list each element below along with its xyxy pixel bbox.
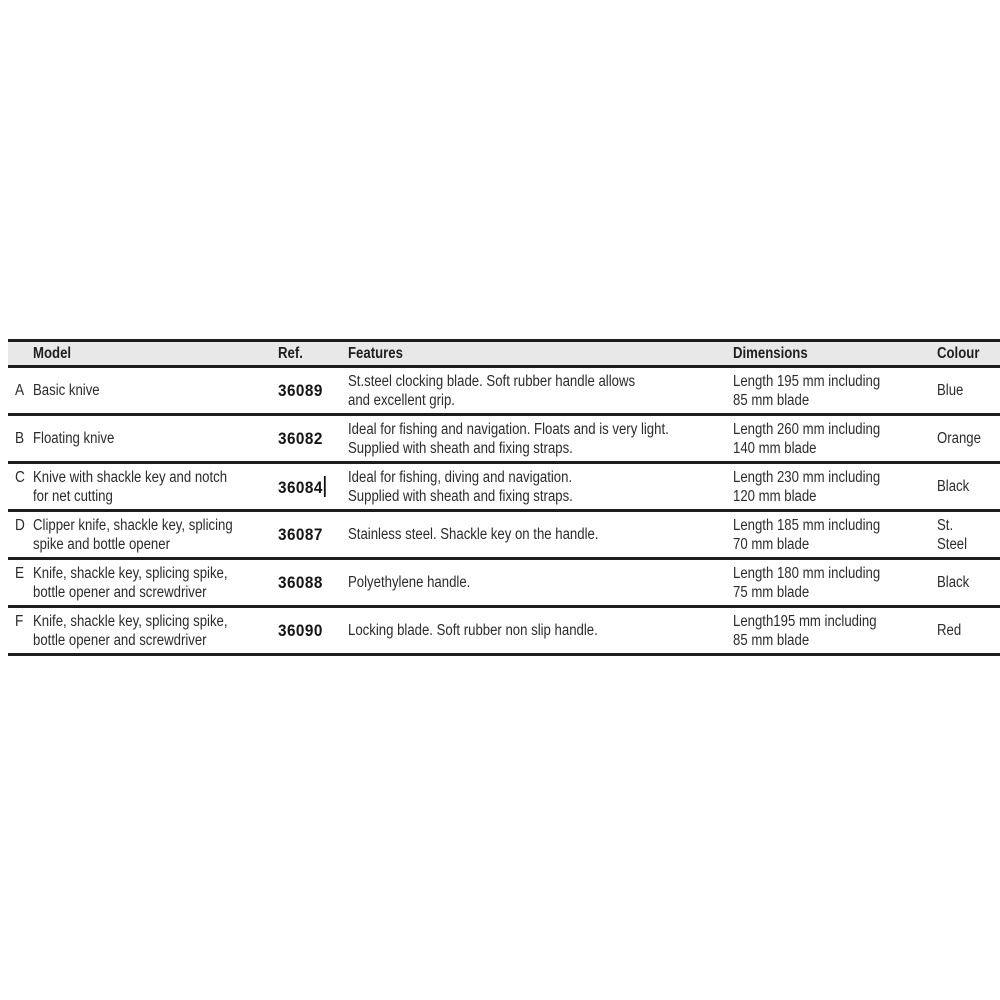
header-label-model: Model: [33, 344, 72, 362]
ref-value: 36087: [278, 524, 323, 544]
model-name-line: Floating knive: [33, 430, 115, 447]
model-letter: D: [15, 516, 25, 534]
colour-line: Orange: [937, 430, 981, 447]
dimensions-cell: [733, 464, 937, 509]
features-cell: [348, 464, 733, 509]
dimensions-line: Length195 mm including: [733, 612, 877, 630]
colour-cell: [937, 416, 1000, 461]
colour-cell: [937, 464, 1000, 509]
features-line: and excellent grip.: [348, 391, 455, 409]
dimensions-cell: [733, 368, 937, 413]
header-label-dimensions: Dimensions: [733, 344, 808, 362]
features-cell: [348, 368, 733, 413]
text-cursor: [324, 476, 326, 497]
colour-line: Red: [937, 622, 962, 639]
model-cell: [8, 368, 278, 413]
dimensions-cell: [733, 560, 937, 605]
dimensions-line: Length 230 mm including: [733, 468, 881, 486]
ref-value[interactable]: 36084: [278, 477, 323, 497]
model-name-line: Knife, shackle key, splicing spike,: [33, 564, 228, 582]
features-cell: [348, 608, 733, 653]
colour-line: Blue: [937, 382, 964, 399]
dimensions-line: 140 mm blade: [733, 439, 817, 457]
colour-line: Black: [937, 478, 970, 495]
header-cell-features: [348, 345, 733, 363]
model-name-line: for net cutting: [33, 487, 113, 505]
model-letter: B: [15, 430, 25, 447]
ref-cell: [278, 512, 348, 557]
dimensions-line: Length 260 mm including: [733, 420, 881, 438]
colour-cell: [937, 608, 1000, 653]
features-line: Supplied with sheath and fixing straps.: [348, 439, 573, 457]
dimensions-line: Length 185 mm including: [733, 516, 881, 534]
header-cell-model: [8, 345, 278, 363]
table-row-b: [8, 416, 1000, 464]
dimensions-cell: [733, 512, 937, 557]
model-letter: F: [15, 612, 24, 630]
model-cell: [8, 560, 278, 605]
header-cell-dimensions: [733, 345, 937, 363]
features-line: St.steel clocking blade. Soft rubber handle allows: [348, 372, 636, 390]
header-cell-colour: [937, 345, 1000, 363]
colour-line: Steel: [937, 535, 968, 553]
model-cell: [8, 464, 278, 509]
ref-value: 36082: [278, 428, 323, 448]
colour-line: St.: [937, 516, 954, 534]
colour-cell: [937, 512, 1000, 557]
colour-line: Black: [937, 574, 970, 591]
ref-cell: [278, 560, 348, 605]
ref-cell-editing[interactable]: [278, 464, 348, 509]
model-name-line: Knive with shackle key and notch: [33, 468, 228, 486]
colour-cell: [937, 368, 1000, 413]
features-cell: [348, 416, 733, 461]
table-row-d: [8, 512, 1000, 560]
product-table: [8, 339, 1000, 656]
ref-value: 36088: [278, 572, 323, 592]
header-label-colour: Colour: [937, 344, 980, 362]
model-name-line: bottle opener and screwdriver: [33, 631, 207, 649]
ref-value: 36090: [278, 620, 323, 640]
dimensions-line: Length 180 mm including: [733, 564, 881, 582]
table-row-c: [8, 464, 1000, 512]
dimensions-line: 85 mm blade: [733, 631, 810, 649]
dimensions-line: 120 mm blade: [733, 487, 817, 505]
model-cell: [8, 416, 278, 461]
table-row-a: [8, 368, 1000, 416]
features-cell: [348, 512, 733, 557]
features-line: Ideal for fishing, diving and navigation.: [348, 468, 573, 486]
model-name-line: Basic knive: [33, 382, 100, 399]
model-letter: A: [15, 382, 25, 399]
model-letter: E: [15, 564, 25, 582]
ref-cell: [278, 608, 348, 653]
dimensions-line: 85 mm blade: [733, 391, 810, 409]
features-line: Supplied with sheath and fixing straps.: [348, 487, 573, 505]
dimensions-cell: [733, 416, 937, 461]
ref-cell: [278, 416, 348, 461]
model-letter: C: [15, 468, 25, 486]
dimensions-cell: [733, 608, 937, 653]
model-cell: [8, 608, 278, 653]
model-name-line: spike and bottle opener: [33, 535, 170, 553]
dimensions-line: Length 195 mm including: [733, 372, 881, 390]
table-header-row: [8, 342, 1000, 368]
dimensions-line: 75 mm blade: [733, 583, 810, 601]
features-line: Locking blade. Soft rubber non slip handle.: [348, 622, 598, 639]
ref-value: 36089: [278, 380, 323, 400]
ref-cell: [278, 368, 348, 413]
model-name-line: Knife, shackle key, splicing spike,: [33, 612, 228, 630]
table-row-e: [8, 560, 1000, 608]
features-cell: [348, 560, 733, 605]
colour-cell: [937, 560, 1000, 605]
features-line: Ideal for fishing and navigation. Floats and is very light.: [348, 420, 669, 438]
model-cell: [8, 512, 278, 557]
features-line: Polyethylene handle.: [348, 574, 471, 591]
model-name-line: bottle opener and screwdriver: [33, 583, 207, 601]
table-row-f: [8, 608, 1000, 656]
dimensions-line: 70 mm blade: [733, 535, 810, 553]
model-name-line: Clipper knife, shackle key, splicing: [33, 516, 233, 534]
features-line: Stainless steel. Shackle key on the handle.: [348, 526, 599, 543]
header-cell-ref: [278, 345, 348, 363]
header-label-features: Features: [348, 344, 403, 362]
header-label-ref: Ref.: [278, 344, 303, 362]
